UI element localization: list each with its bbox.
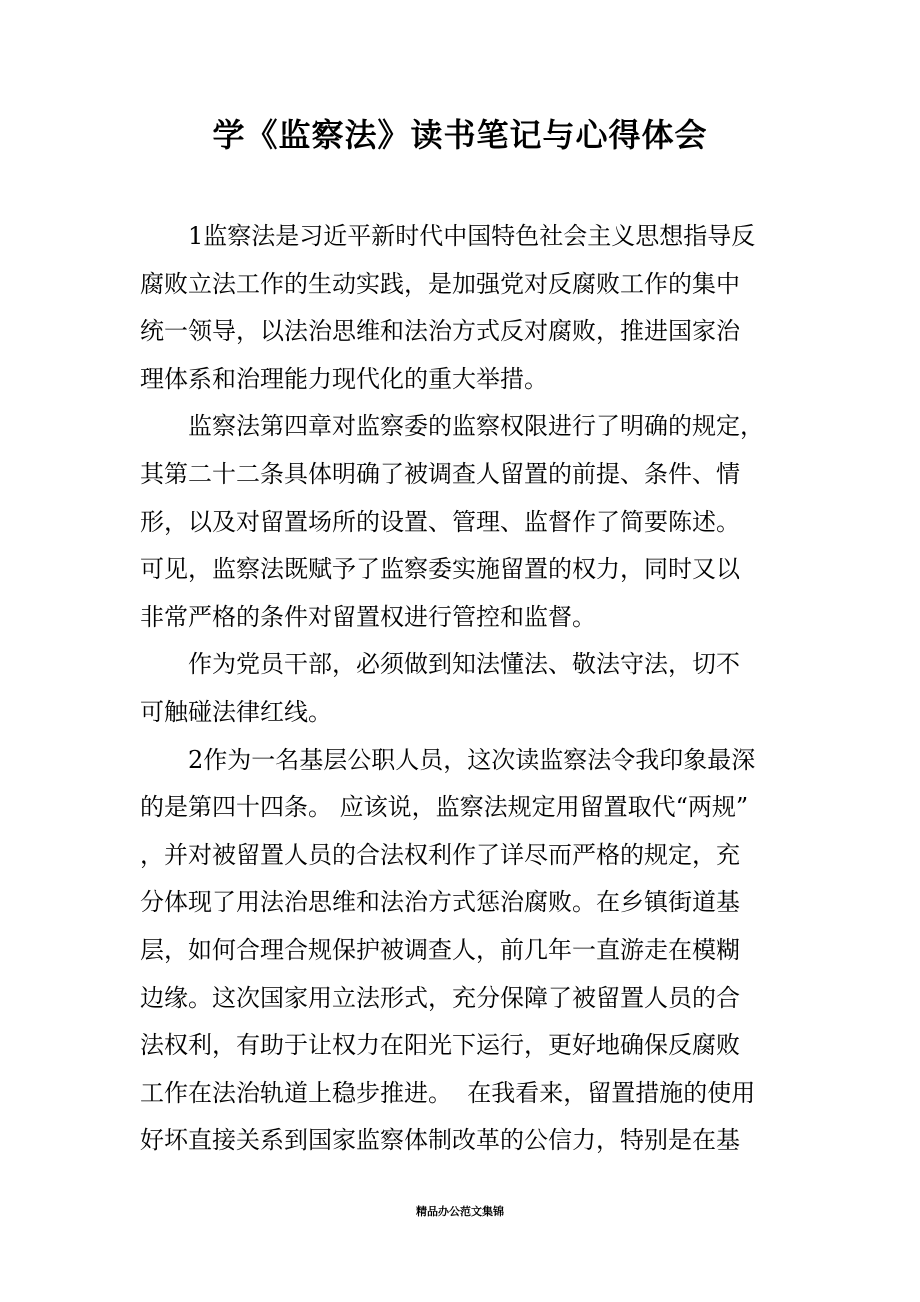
body-line: 1监察法是习近平新时代中国特色社会主义思想指导反: [140, 222, 756, 250]
body-line: 可触碰法律红线。: [140, 697, 332, 726]
page-footer: 精品办公范文集锦: [416, 1205, 504, 1218]
body-line: 监察法第四章对监察委的监察权限进行了明确的规定，: [140, 412, 764, 441]
body-line: 的是第四十四条。 应该说，监察法规定用留置取代“两规”: [140, 793, 749, 822]
body-line: 腐败立法工作的生动实践，是加强党对反腐败工作的集中: [140, 269, 740, 298]
body-line: 边缘。这次国家用立法形式，充分保障了被留置人员的合: [140, 983, 740, 1012]
body-line: 作为党员干部，必须做到知法懂法、敬法守法，切不: [140, 650, 740, 679]
body-line: 非常严格的条件对留置权进行管控和监督。: [140, 602, 596, 631]
body-line: 2作为一名基层公职人员，这次读监察法令我印象最深: [140, 745, 756, 774]
body-line: 层，如何合理合规保护被调查人，前几年一直游走在模糊: [140, 935, 740, 964]
body-line: 统一领导，以法治思维和法治方式反对腐败，推进国家治: [140, 317, 740, 346]
body-line: 好坏直接关系到国家监察体制改革的公信力，特别是在基: [140, 1126, 740, 1155]
body-line: 理体系和治理能力现代化的重大举措。: [140, 364, 548, 393]
body-line: 工作在法治轨道上稳步推进。 在我看来，留置措施的使用: [140, 1078, 756, 1107]
body-line: 分体现了用法治思维和法治方式惩治腐败。在乡镇街道基: [140, 888, 740, 917]
document-body: [140, 213, 800, 1165]
body-line: ，并对被留置人员的合法权利作了详尽而严格的规定，充: [140, 840, 740, 869]
body-line: 法权利，有助于让权力在阳光下运行，更好地确保反腐败: [140, 1031, 740, 1060]
body-line: 形，以及对留置场所的设置、管理、监督作了简要陈述。: [140, 507, 740, 536]
body-line: 其第二十二条具体明确了被调查人留置的前提、条件、情: [140, 459, 740, 488]
body-line: 可见，监察法既赋予了监察委实施留置的权力，同时又以: [140, 555, 740, 584]
document-title: 学《监察法》读书笔记与心得体会: [212, 116, 708, 154]
